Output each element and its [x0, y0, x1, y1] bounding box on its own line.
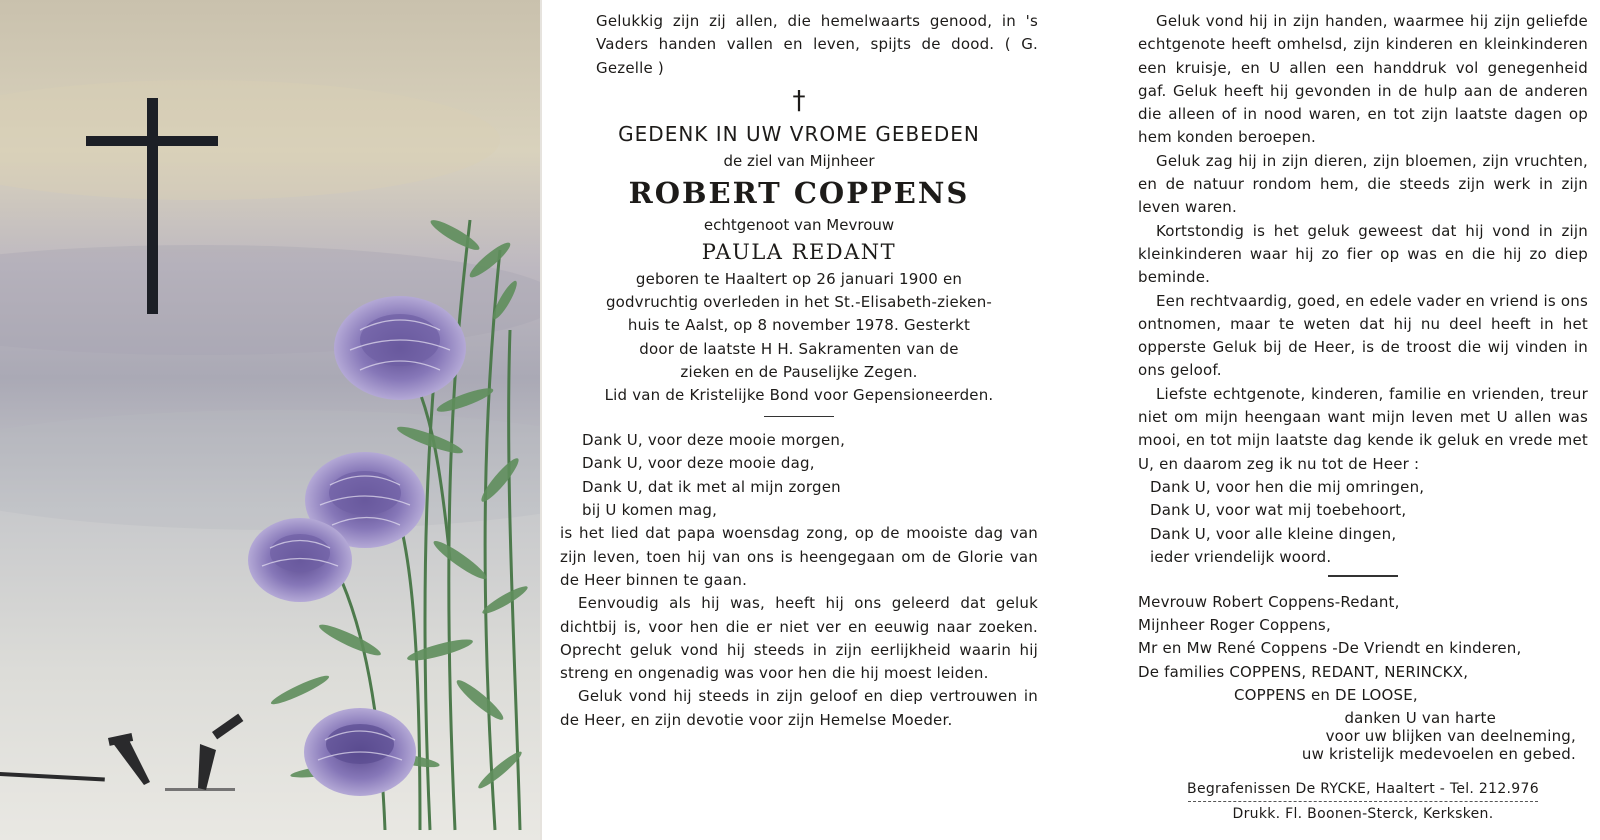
poem-block — [1138, 476, 1588, 569]
soul-line: de ziel van Mijnheer — [723, 151, 875, 170]
poem-line: Dank U, voor deze mooie dag, — [582, 454, 815, 473]
memorial-artwork — [0, 0, 540, 840]
paragraph: Geluk vond hij steeds in zijn geloof en diep vertrouwen in de Heer, en zijn devotie voor zijn Hemelse Moeder. — [560, 687, 1038, 729]
footer — [1138, 777, 1588, 826]
divider — [764, 416, 834, 418]
poem-line: ieder vriendelijk woord. — [1150, 547, 1332, 566]
undertaker-line: Begrafenissen De RYCKE, Haaltert - Tel. 212.976 — [1187, 781, 1539, 798]
poem-line: bij U komen mag, — [582, 501, 718, 520]
poem-line: Dank U, voor hen die mij omringen, — [1150, 477, 1425, 496]
thanks-line: danken U van harte — [1344, 709, 1496, 728]
paragraph: Een rechtvaardig, goed, en edele vader en vriend is ons ontnomen, maar te weten dat hij nu deel heeft in het opperste Geluk bij de Heer, is de troost die wij vinden in ons geloof. — [1138, 291, 1588, 380]
bio-line: zieken en de Pauselijke Zegen. — [680, 363, 918, 382]
paragraph: Kortstondig is het geluk geweest dat hij vond in zijn kleinkinderen waar hij zo fier op was en die hij zo diep beminde. — [1138, 221, 1588, 287]
divider — [1328, 575, 1398, 577]
bio-block — [560, 268, 1038, 408]
paragraph: Liefste echtgenote, kinderen, familie en vrienden, treur niet om mijn heengaan want mijn leven met U allen was mooi, en tot mijn laatste dag kende ik geluk en vrede met U, en daarom zeg ik nu tot de Heer : — [1138, 384, 1588, 473]
cross-symbol: † — [792, 85, 806, 116]
paragraph: Geluk zag hij in zijn dieren, zijn bloemen, zijn vruchten, en de natuur rondom hem, die steeds zijn werk in zijn leven waren. — [1138, 151, 1588, 217]
family-line: COPPENS en DE LOOSE, — [1234, 685, 1418, 704]
card-fold — [540, 0, 542, 840]
family-block — [1138, 591, 1588, 707]
quote-text: Gelukkig zijn zij allen, die hemelwaarts genood, in 's Vaders handen vallen en leven, spijts de dood. ( G. Gezelle ) — [596, 12, 1038, 77]
thanks-line: voor uw blijken van deelneming, — [1325, 727, 1576, 746]
thanks-block — [1138, 709, 1588, 763]
poem-line: Dank U, dat ik met al mijn zorgen — [582, 477, 841, 496]
spouse-line: echtgenoot van Mevrouw — [703, 215, 895, 234]
spouse-name: PAULA REDANT — [701, 239, 897, 264]
poem-line: Dank U, voor wat mij toebehoort, — [1150, 501, 1407, 520]
family-line: Mevrouw Robert Coppens-Redant, — [1138, 592, 1400, 611]
family-line: De families COPPENS, REDANT, NERINCKX, — [1138, 662, 1469, 681]
thanks-line: uw kristelijk medevoelen en gebed. — [1301, 745, 1576, 764]
bio-line: geboren te Haaltert op 26 januari 1900 en — [635, 269, 963, 288]
painting-svg — [0, 0, 540, 840]
deceased-name: ROBERT COPPENS — [628, 175, 970, 210]
bio-line: Lid van de Kristelijke Bond voor Gepensioneerden. — [604, 386, 994, 405]
bio-line: huis te Aalst, op 8 november 1978. Gesterkt — [627, 316, 971, 335]
paragraph: is het lied dat papa woensdag zong, op de mooiste dag van zijn leven, toen hij van ons is heengegaan om de Glorie van de Heer binnen te gaan. — [560, 524, 1038, 589]
paragraph: Eenvoudig als hij was, heeft hij ons geleerd dat geluk dichtbij is, voor hen die er niet ver en eeuwig naar zoeken. Oprecht geluk vond hij steeds in zijn eerlijkheid waarin hij streng en ongenadig was voor hen die hij moest leiden. — [560, 594, 1038, 683]
middle-panel — [560, 0, 1038, 840]
family-line: Mijnheer Roger Coppens, — [1138, 615, 1331, 634]
paragraph: Geluk vond hij in zijn handen, waarmee hij zijn geliefde echtgenote heeft omhelsd, zijn kinderen en kleinkinderen een kruisje, en U allen een handdruk vol genegenheid gaf. Geluk heeft hij gevonden in de hulp aan de anderen die alleen of in nood waren, en tot zijn laatste dagen op hem konden beroepen. — [1138, 12, 1588, 147]
poem-line: Dank U, voor alle kleine dingen, — [1150, 524, 1397, 543]
bio-line: door de laatste H H. Sakramenten van de — [639, 339, 959, 358]
right-panel — [1138, 0, 1588, 840]
poem-block — [560, 429, 1038, 522]
family-line: Mr en Mw René Coppens -De Vriendt en kinderen, — [1138, 639, 1522, 658]
heading: GEDENK IN UW VROME GEBEDEN — [618, 121, 980, 146]
printer-line: Drukk. Fl. Boonen-Sterck, Kerksken. — [1232, 806, 1494, 823]
bio-line: godvruchtig overleden in het St.-Elisabeth-zieken- — [605, 293, 993, 312]
poem-line: Dank U, voor deze mooie morgen, — [582, 431, 846, 450]
